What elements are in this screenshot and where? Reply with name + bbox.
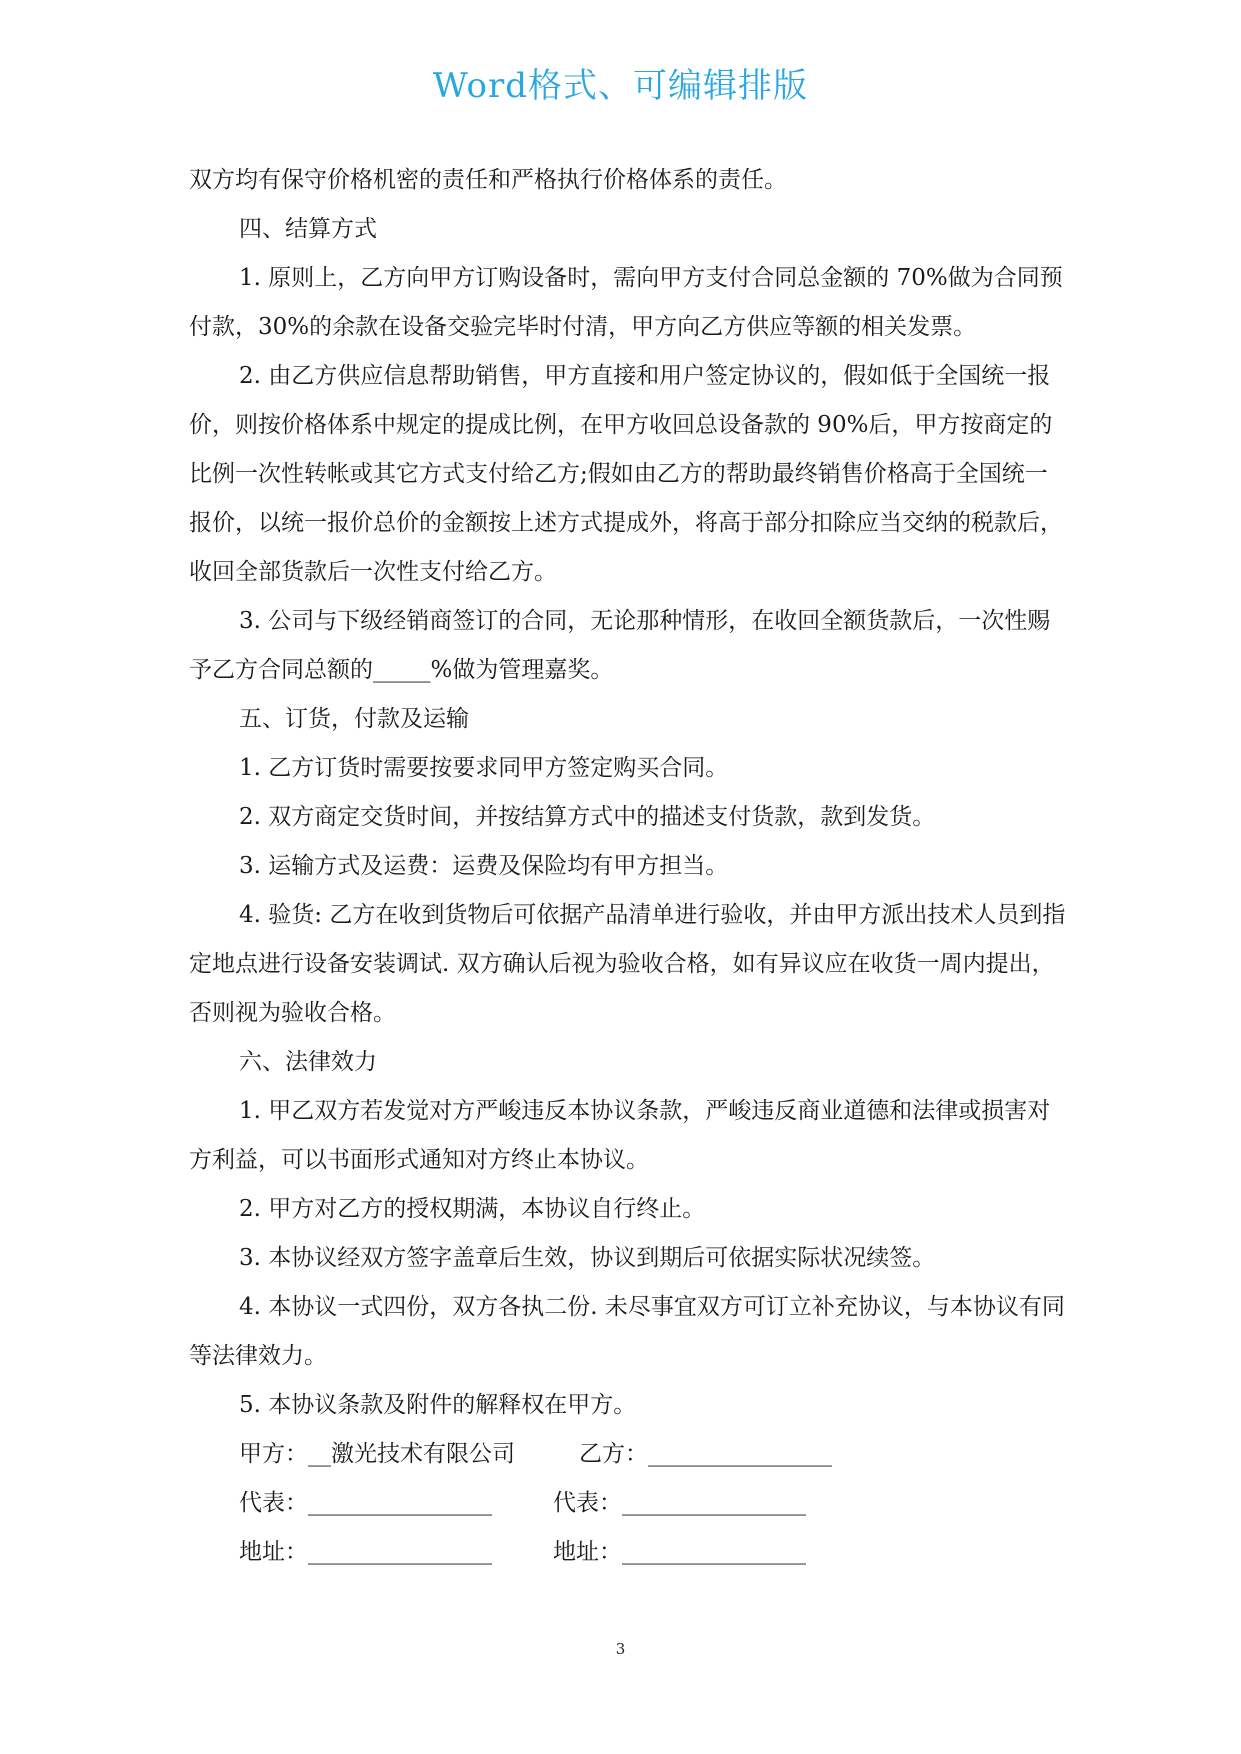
- party-a-field: 甲方：__激光技术有限公司: [239, 1441, 515, 1467]
- clause-legal-4: 4. 本协议一式四份，双方各执二份. 未尽事宜双方可订立补充协议，与本协议有同等法律效力。: [189, 1294, 1065, 1369]
- clause-ordering-1: 1. 乙方订货时需要按要求同甲方签定购买合同。: [239, 755, 729, 781]
- clause-legal-2: 2. 甲方对乙方的授权期满，本协议自行终止。: [239, 1196, 706, 1222]
- signature-row-address: [189, 1528, 1069, 1577]
- signature-row-representative: [189, 1479, 1069, 1528]
- paragraph-continuation: 双方均有保守价格机密的责任和严格执行价格体系的责任。: [189, 167, 787, 193]
- clause-settlement-3: 3. 公司与下级经销商签订的合同，无论那种情形，在收回全额货款后，一次性赐予乙方合同总额的_____%做为管理嘉奖。: [189, 608, 1051, 683]
- page-header-title: Word格式、可编辑排版: [432, 66, 809, 106]
- section-heading-settlement: 四、结算方式: [239, 216, 377, 242]
- clause-ordering-3: 3. 运输方式及运费：运费及保险均有甲方担当。: [239, 853, 729, 879]
- clause-ordering-2: 2. 双方商定交货时间，并按结算方式中的描述支付货款，款到发货。: [239, 804, 936, 830]
- rep-a-field: 代表：________________: [239, 1490, 492, 1516]
- clause-legal-5: 5. 本协议条款及附件的解释权在甲方。: [239, 1392, 637, 1418]
- addr-a-field: 地址：________________: [239, 1539, 492, 1565]
- section-heading-legal: 六、法律效力: [239, 1049, 377, 1075]
- signature-block: [189, 1430, 1069, 1577]
- document-body: [189, 156, 1069, 1577]
- addr-b-field: 地址：________________: [553, 1539, 806, 1565]
- clause-settlement-2: 2. 由乙方供应信息帮助销售，甲方直接和用户签定协议的，假如低于全国统一报价，则按价格体系中规定的提成比例，在甲方收回总设备款的 90%后，甲方按商定的比例一次性转帐或其它方式支付给乙方;假如由乙方的帮助最终销售价格高于全国统一报价，以统一报价总价的金额按上述方式提成外，将高于部分扣除应当交纳的税款后，收回全部货款后一次性支付给乙方。: [189, 363, 1063, 585]
- clause-ordering-4: 4. 验货: 乙方在收到货物后可依据产品清单进行验收，并由甲方派出技术人员到指定地点进行设备安装调试. 双方确认后视为验收合格，如有异议应在收货一周内提出，否则视为验收合格。: [189, 902, 1066, 1026]
- clause-legal-1: 1. 甲乙双方若发觉对方严峻违反本协议条款，严峻违反商业道德和法律或损害对方利益，可以书面形式通知对方终止本协议。: [189, 1098, 1051, 1173]
- clause-legal-3: 3. 本协议经双方签字盖章后生效，协议到期后可依据实际状况续签。: [239, 1245, 936, 1271]
- party-b-field: 乙方：________________: [579, 1441, 832, 1467]
- section-heading-ordering: 五、订货，付款及运输: [239, 706, 469, 732]
- page-number: 3: [615, 1640, 626, 1658]
- clause-settlement-1: 1. 原则上，乙方向甲方订购设备时，需向甲方支付合同总金额的 70%做为合同预付款，30%的余款在设备交验完毕时付清，甲方向乙方供应等额的相关发票。: [189, 265, 1063, 340]
- signature-row-party: [189, 1430, 1069, 1479]
- rep-b-field: 代表：________________: [553, 1490, 806, 1516]
